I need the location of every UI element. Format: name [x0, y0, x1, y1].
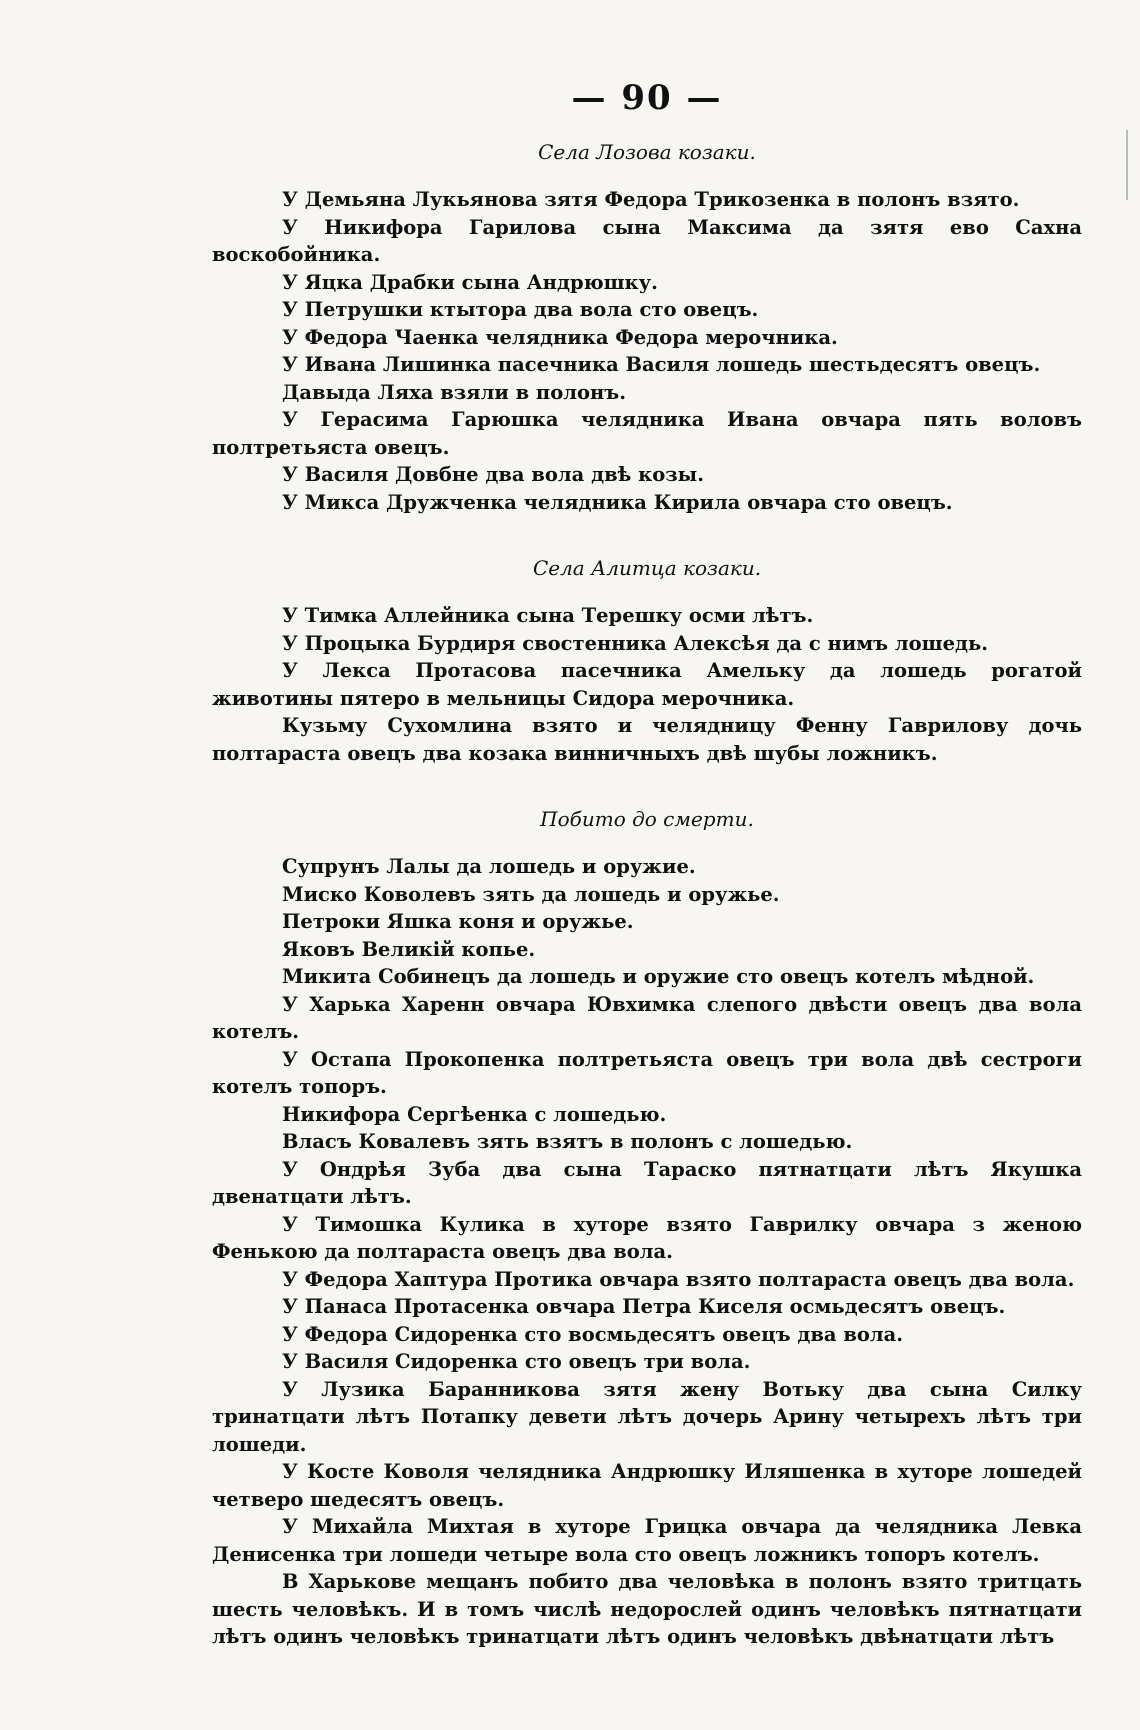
- entry-paragraph: У Процыка Бурдиря свостенника Алексѣя да с нимъ лошедь.: [282, 631, 989, 655]
- entry-paragraph: Миско Коволевъ зять да лошедь и оружье.: [282, 882, 780, 906]
- entry-paragraph: У Михайла Михтая в хуторе Грицка овчара да челядника Левка Денисенка три лошеди четыре вола сто овецъ ложникъ топоръ котелъ.: [212, 1515, 1082, 1566]
- entry-paragraph: Давыда Ляха взяли в полонъ.: [282, 380, 626, 404]
- entry-paragraph: У Тимка Аллейника сына Терешку осми лѣтъ.: [282, 604, 814, 627]
- entry-paragraph: Кузьму Сухомлина взято и челядницу Фенну Гаврилову дочь полтараста овецъ два козака винничныхъ двѣ шубы ложникъ.: [212, 714, 1082, 765]
- page-number: — 90 —: [571, 78, 723, 118]
- entry-paragraph: Петроки Яшка коня и оружье.: [282, 910, 634, 933]
- entry-paragraph: У Харька Харенн овчара Ювхимка слепого двѣсти овецъ два вола котелъ.: [212, 992, 1082, 1043]
- entry-paragraph: У Панаса Протасенка овчара Петра Киселя осмьдесятъ овецъ.: [282, 1295, 1006, 1318]
- entry-paragraph: У Никифора Гарилова сына Максима да зятя ево Сахна воскобойника.: [212, 215, 1082, 266]
- section-heading: Села Лозова козаки.: [538, 140, 756, 164]
- section-heading: Побито до смерти.: [540, 807, 754, 831]
- entry-paragraph: У Лузика Баранникова зятя жену Вотьку два сына Силку тринатцати лѣтъ Потапку девети лѣтъ дочерь Арину четырехъ лѣтъ три лошеди.: [212, 1377, 1082, 1456]
- entry-paragraph: У Василя Довбне два вола двѣ козы.: [282, 463, 704, 486]
- entry-paragraph: Никифора Сергѣенка с лошедью.: [282, 1102, 667, 1126]
- entry-paragraph: У Федора Хаптура Протика овчара взято полтараста овецъ два вола.: [282, 1267, 1075, 1291]
- entry-paragraph: У Тимошка Кулика в хуторе взято Гаврилку овчара з женою Фенькою да полтараста овецъ два вола.: [212, 1212, 1082, 1263]
- entry-paragraph: У Остапа Прокопенка полтретьяста овецъ три вола двѣ сестроги котелъ топоръ.: [212, 1047, 1082, 1098]
- entry-paragraph: Супрунъ Лалы да лошедь и оружие.: [282, 855, 696, 878]
- section-entries: [212, 853, 1082, 1651]
- entry-paragraph: У Федора Сидоренка сто восмьдесятъ овецъ два вола.: [282, 1322, 904, 1346]
- entry-paragraph: У Василя Сидоренка сто овецъ три вола.: [282, 1350, 751, 1373]
- entry-paragraph: У Петрушки ктытора два вола сто овецъ.: [282, 298, 759, 321]
- entry-paragraph: Микита Собинецъ да лошедь и оружие сто овецъ котелъ мѣдной.: [282, 965, 1035, 988]
- entry-paragraph: У Федора Чаенка челядника Федора мерочника.: [282, 325, 838, 349]
- entry-paragraph: У Лекса Протасова пасечника Амельку да лошедь рогатой животины пятеро в мельницы Сидора мерочника.: [212, 659, 1082, 710]
- entry-paragraph: У Ондрѣя Зуба два сына Тараско пятнатцати лѣтъ Якушка двенатцати лѣтъ.: [212, 1157, 1082, 1208]
- sections-container: [212, 140, 1082, 1651]
- section-entries: [212, 602, 1082, 767]
- entry-paragraph: У Герасима Гарюшка челядника Ивана овчара пять воловъ полтретьяста овецъ.: [212, 408, 1082, 459]
- entry-paragraph: В Харькове мещанъ побито два человѣка в полонъ взято тритцать шесть человѣкъ. И в томъ числѣ недорослей одинъ человѣкъ пятнатцати лѣтъ одинъ человѣкъ тринатцати лѣтъ одинъ человѣкъ двѣнатцати лѣтъ: [212, 1570, 1082, 1648]
- section-entries: [212, 186, 1082, 516]
- entry-paragraph: Власъ Ковалевъ зять взятъ в полонъ с лошедью.: [282, 1130, 853, 1153]
- scan-edge-mark: [1126, 130, 1128, 200]
- section-heading: Села Алитца козаки.: [532, 556, 762, 580]
- entry-paragraph: У Ивана Лишинка пасечника Василя лошедь шестьдесятъ овецъ.: [282, 353, 1041, 376]
- entry-paragraph: У Микса Дружченка челядника Кирила овчара сто овецъ.: [282, 490, 953, 514]
- entry-paragraph: Яковъ Великій копье.: [282, 937, 536, 961]
- entry-paragraph: У Демьяна Лукьянова зятя Федора Трикозенка в полонъ взято.: [282, 188, 1020, 211]
- entry-paragraph: У Косте Коволя челядника Андрюшку Иляшенка в хуторе лошедей четверо шедесятъ овецъ.: [212, 1460, 1082, 1511]
- entry-paragraph: У Яцка Драбки сына Андрюшку.: [282, 270, 658, 294]
